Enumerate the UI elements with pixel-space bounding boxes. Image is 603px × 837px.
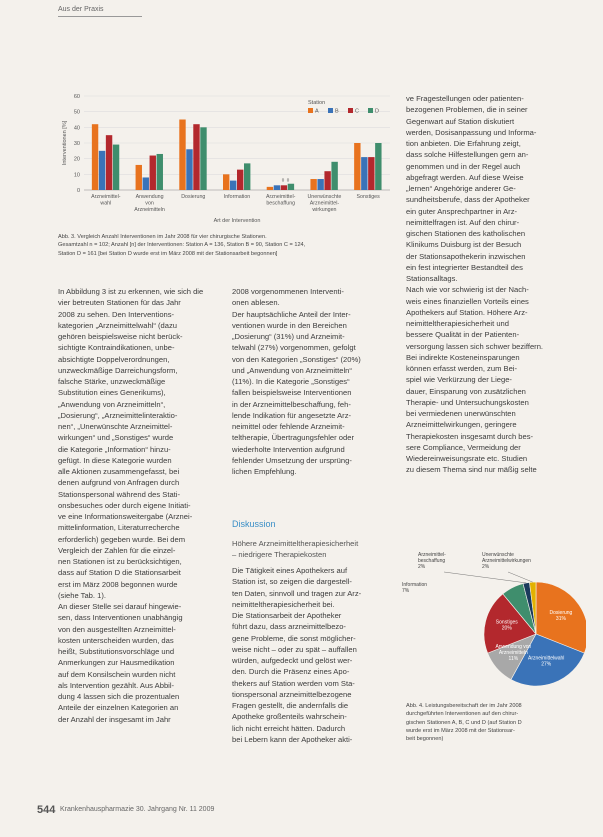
text-line: erforderlich) gegeben wurde. Bei dem [58,534,186,544]
y-tick-label: 50 [73,109,80,116]
bar-A-5 [310,179,316,190]
bar-A-3 [223,174,229,190]
leader-line [444,572,526,583]
bar-D-4 [288,184,294,190]
pie-label: Sonstiges [495,619,518,626]
text-line: Die Stationsarbeit der Apotheker [232,611,342,620]
bar-C-2 [193,124,199,190]
text-line: onen ablesen. [232,298,280,308]
bar-A-1 [136,165,142,190]
text-line: weise nicht – oder zu spät – auffallen [232,644,357,654]
text-line: bezogenen Problemen, die in seiner [406,105,528,115]
header-rule [58,16,142,17]
text-line: führt dazu, dass arzneimittelbezo- [232,622,346,632]
text-line: ventionen wurde in den Bereichen [232,320,347,330]
text-line: bei vermiedenen unerwünschten [406,409,516,418]
text-line: lende Indikation für angesetzte Arz- [232,410,352,420]
text-line: in der Arzneimittelbeschaffung, feh- [232,399,351,409]
text-line: dass auf Station D die Stationsarbeit [58,568,181,578]
text-line: spiel wie Verkürzung der Liege- [406,375,512,385]
text-line: heißt, Substitutionsvorschläge und [58,647,175,656]
pie-label: 31% [555,616,566,623]
bar-D-5 [331,162,337,190]
text-line: An dieser Stelle sei darauf hingewie- [58,602,182,611]
text-line: Apotheke großenteils wahrschein- [232,712,347,722]
figure-4-caption [406,702,584,743]
text-line: Arzneimittelwirkungen, geringere [406,420,517,430]
text-line: von den Kategorien „Sonstiges“ (20%) [232,354,361,364]
legend-label: D [375,108,379,115]
x-tick-label: Unerwünschte [307,194,342,200]
pie-outside-label: Unerwünschte [482,552,514,558]
y-tick-label: 0 [76,188,80,194]
bar-C-3 [237,170,243,190]
pie-outside-label: 2% [482,564,490,570]
text-line: Vergleich der Zahlen für die einzel- [58,545,176,555]
text-line: gefügt. In diese Kategorie wurden [58,455,172,465]
text-line: kategorien „Arzneimittelwahl“ (dazu [58,320,178,330]
caption-line: Gesamtzahl n = 102; Anzahl [n] der Interventionen: Station A = 136, Station B = 90, Station C = 124, [58,242,306,249]
text-line: gene Probleme, die sonst möglicher- [232,633,356,643]
x-axis-label: Art der Intervention [213,218,261,224]
text-line: neimitteltherapiesicherheit bei. [232,599,335,609]
caption-line: Abb. 3. Vergleich Anzahl Interventionen im Jahr 2008 für vier chirurgische Stationen. [58,234,267,240]
text-line: als Intervention gezählt. Aus Abbil- [58,680,175,690]
figure-4-pie-chart [396,546,586,696]
text-line: denen aufgrund von Anfragen durch [58,478,180,488]
text-line: dauer, Einsparung von zusätzlichen [406,386,526,396]
text-line: In Abbildung 3 ist zu erkennen, wie sich die [58,287,204,296]
text-line: sen, dass Interventionen unabhängig [58,613,183,623]
text-line: „Dosierung“, „Arzneimittelinteraktio- [58,410,178,420]
bar-B-3 [230,181,236,190]
section-heading: Diskussion [232,519,276,529]
y-tick-label: 10 [73,172,80,179]
bar-C-6 [368,157,374,190]
pie-outside-label: beschaffung [418,558,446,564]
y-axis-label: Interventionen [%] [62,120,68,166]
text-line: 2008 vorgenommenen Interventi- [232,287,344,296]
text-line: telwahl (27%) vorgenommen, gefolgt [232,343,356,353]
x-tick-label: Sonstiges [356,194,380,200]
text-line: 2008 zu sehen. Den Interventions- [58,309,175,319]
text-line: können erfasst werden, zum Bei- [406,364,518,373]
bar-D-1 [157,154,163,190]
text-line: erst im März 2008 begonnen wurde [58,579,178,589]
y-tick-label: 20 [73,156,80,163]
text-line: sundheitsberufe, dass der Apotheker [406,195,530,205]
bar-B-1 [143,177,149,190]
bar-A-6 [354,143,360,190]
text-line: Anteile der einzelnen Kategorien an [58,703,179,713]
caption-line: Abb. 4. Leistungsbereitschaft der im Jahr 2008 [406,703,522,709]
text-line: fallen beispielsweise Interventionen [232,388,352,398]
caption-line: durchgeführten Interventionen auf den chirur- [406,711,519,718]
pie-label: Anwendung von [495,643,532,650]
x-tick-label: Arzneimittel- [91,194,121,200]
figure-3-bar-chart [58,86,398,226]
bar-A-0 [92,124,98,190]
bar-B-4 [274,185,280,190]
text-line: sichtigte Kontraindikationen, unbe- [58,343,175,353]
bar-D-3 [244,163,250,190]
bar-D-6 [375,143,381,190]
text-line: unzweckmäßige Darreichungsform, [58,365,178,375]
x-tick-label: Arzneimittel- [265,194,296,200]
text-line: Der hauptsächliche Anteil der Inter- [232,309,351,319]
text-line: auf dem Konsilschein wurden nicht [58,669,176,679]
text-line: vier betreuten Stationen für das Jahr [58,298,181,308]
bar-C-1 [150,156,156,190]
bar-D-2 [200,127,206,190]
text-line: „lernen“ Angehörige anderer Ge- [406,184,516,193]
text-line: Gegenwart auf Station diskutiert [406,116,515,126]
text-line: Stationspersonal während des Stati- [58,489,180,499]
text-line: tionspersonal arzneimittelbezogene [232,689,352,699]
page-number: 544 [37,804,56,816]
text-line: Therapie- und Untersuchungskosten [406,397,529,407]
text-line: tion anbieten. Die Erfahrung zeigt, [406,139,521,148]
bar-B-2 [186,149,192,190]
body-column-2 [232,286,394,477]
text-line: zu diesem Thema sind nur mäßig selte [406,465,537,475]
x-tick-label: Arzneimitteln [134,207,165,213]
text-line: fehlender Umsetzung der ursprüng- [232,455,352,465]
text-line: die Kategorie „Information“ hinzu- [58,444,171,454]
pie-label: Arzneimitteln [498,649,528,656]
bar-A-2 [179,120,185,191]
text-line: lich nicht erreicht hätten. Dadurch [232,723,346,733]
text-line: ten Daten, sinnvoll und tragen zur Arz- [232,588,362,598]
y-tick-label: 30 [73,141,80,147]
pie-outside-label: 2% [418,564,426,570]
text-line: wirkungen“ und „Sonstiges“ wurde [58,433,174,443]
x-tick-label: wahl [100,200,112,207]
data-label: 0 [281,177,285,183]
text-line: Die Tätigkeit eines Apothekers auf [232,566,348,575]
legend-swatch-B [328,108,333,113]
text-line: bei Lebern kann der Apotheker akti- [232,734,353,744]
text-line: absichtigte Doppelverordnungen, [58,354,170,364]
text-line: Fragen gestellt, die andernfalls die [232,701,349,710]
caption-line: wurde erst im März 2008 mit der Stationsar- [406,727,515,734]
bar-D-0 [113,145,119,190]
text-line: dass solche Hilfestellungen gern an- [406,150,529,160]
text-line: neimittelfragen ist. Auf den chirur- [406,217,520,227]
text-line: werden, Dosisanpassung und Informa- [406,127,537,137]
text-line: ein guter Ansprechpartner in Arz- [406,206,518,216]
pie-outside-label: Arzneimittelwirkungen [482,558,531,564]
leader-line [508,572,533,582]
legend-swatch-D [368,108,373,113]
text-line: von den ausgestellten Arzneimittel- [58,624,176,634]
legend-label: C [355,108,359,115]
journal-footer: Krankenhauspharmazie 30. Jahrgang Nr. 11 2009 [60,806,215,813]
text-line: ein fest integrierter Bestandteil des [406,262,523,272]
text-line: Nach wie vor schwierig ist der Nach- [406,285,529,295]
text-line: neimitteltherapiesicherheit und [406,319,509,328]
bar-C-4 [281,185,287,190]
text-line: kosten unterscheiden wurden, das [58,635,174,645]
x-tick-label: Information [223,194,251,200]
text-line: (siehe Tab. 1). [58,590,106,600]
text-line: gischen Stationen des katholischen [406,229,526,238]
text-line: Therapiekosten insgesamt durch bes- [406,431,534,441]
caption-line: Station D = 161 [bei Station D wurde erst im März 2008 mit der Stationsarbeit begonnen] [58,250,278,257]
caption-line: gischen Stationen A, B, C und D (auf Station D [406,719,522,726]
subheading [232,539,392,560]
text-line: Apothekers auf Station. Höhere Arz- [406,307,528,317]
legend-swatch-C [348,108,353,113]
bar-B-0 [99,151,105,190]
text-line: bessere Qualität in der Patienten- [406,330,520,340]
pie-outside-label: 7% [402,588,410,594]
text-line: Station ist, so zeigen die dargestell- [232,577,352,587]
x-tick-label: Arzneimittel- [309,200,340,207]
pie-outside-label: Information [402,582,428,588]
text-line: lichen Empfehlung. [232,467,297,476]
text-line: nen Stationen ist zu berücksichtigen, [58,557,182,566]
subheading-line: Höhere Arzneimitteltherapiesicherheit [232,539,359,548]
text-line: teltherapie, Übertragungsfehler oder [232,433,354,443]
text-line: weis eines finanziellen Vorteils eines [406,296,529,306]
text-line: und „Anwendung von Arzneimitteln“ [232,365,352,375]
text-line: „Dosierung“ (31%) und Arzneimit- [232,332,345,341]
text-line: falsche Stärke, unzweckmäßige [58,377,166,386]
legend-title: Station [308,100,326,106]
text-line: sere Compliance, Vermeidung der [406,442,521,452]
text-line: genommen und in der Regel auch [406,161,521,171]
text-line: „Anwendung von Arzneimitteln“, [58,399,166,409]
pie-label: 27% [541,661,552,668]
text-line: Stationsalltags. [406,274,458,283]
bar-C-0 [106,135,112,190]
bar-C-5 [324,171,330,190]
text-line: onsbesuches oder durch eigene Initiati- [58,500,191,510]
text-line: thekers auf Station werden vom Sta- [232,678,355,688]
figure-3-caption [58,233,398,258]
x-tick-label: Anwendung [135,194,164,200]
text-line: versorgung lassen sich schwer beziffern. [406,341,544,351]
pie-chart-svg [396,546,586,696]
text-line: den. Durch die Präsenz eines Apo- [232,667,350,677]
legend-label: A [315,108,319,115]
data-label: 0 [286,177,290,183]
text-line: nen“, „Unerwünschte Arzneimittel- [58,422,173,431]
pie-label: 11% [508,655,519,662]
pie-label: Arzneimittelwahl [528,655,565,662]
text-line: der Stationsapothekerin inzwischen [406,251,526,261]
text-line: alle Aktionen zusammengefasst, bei [58,467,180,476]
text-line: Substitution eines Generikums), [58,388,166,398]
bar-B-5 [317,179,323,190]
text-line: (11%). In die Kategorie „Sonstiges“ [232,377,350,386]
text-line: würden, aufgedeckt und gelöst wer- [232,656,353,665]
caption-line: beit begonnen) [406,736,444,743]
y-tick-label: 60 [73,94,80,100]
bar-A-4 [267,187,273,190]
text-line: Anmerkungen zur Hausmedikation [58,658,175,668]
legend-swatch-A [308,108,313,113]
text-line: neimittel oder fehlende Arzneimit- [232,422,345,431]
bar-B-6 [361,157,367,190]
x-tick-label: beschaffung [266,200,296,207]
x-tick-label: Dosierung [181,194,206,200]
text-line: Wiedereinweisungsrate etc. Studien [406,454,528,463]
body-column-3 [406,93,580,476]
body-column-2-continued [232,565,394,745]
x-tick-label: von [145,200,154,207]
y-tick-label: 40 [73,125,80,132]
pie-outside-label: Arzneimittel- [418,552,446,558]
pie-label: Dosierung [549,610,573,617]
text-line: ve Fragestellungen oder patienten- [406,94,524,103]
text-line: dung 4 lassen sich die prozentualen [58,692,180,701]
text-line: gehören beispielsweise nicht berück- [58,332,183,341]
bar-chart-svg [58,86,398,226]
text-line: wiederholte Intervention aufgrund [232,444,345,454]
pie-label: 20% [501,625,512,632]
text-line: abgefragt werden. Auf diese Weise [406,172,524,182]
text-line: Bei indirekte Kosteneinsparungen [406,352,520,362]
text-line: mittelinformation, Literaturrecherche [58,523,180,533]
text-line: ve eine Informationsweitergabe (Arznei- [58,512,193,521]
legend-label: B [335,108,339,115]
subheading-line: – niedrigere Therapiekosten [232,549,327,559]
text-line: Klinikums Duisburg ist der Besuch [406,240,522,250]
x-tick-label: wirkungen [312,207,337,213]
running-header: Aus der Praxis [58,6,104,13]
text-line: der Anzahl der insgesamt im Jahr [58,714,171,724]
body-column-1 [58,286,220,725]
